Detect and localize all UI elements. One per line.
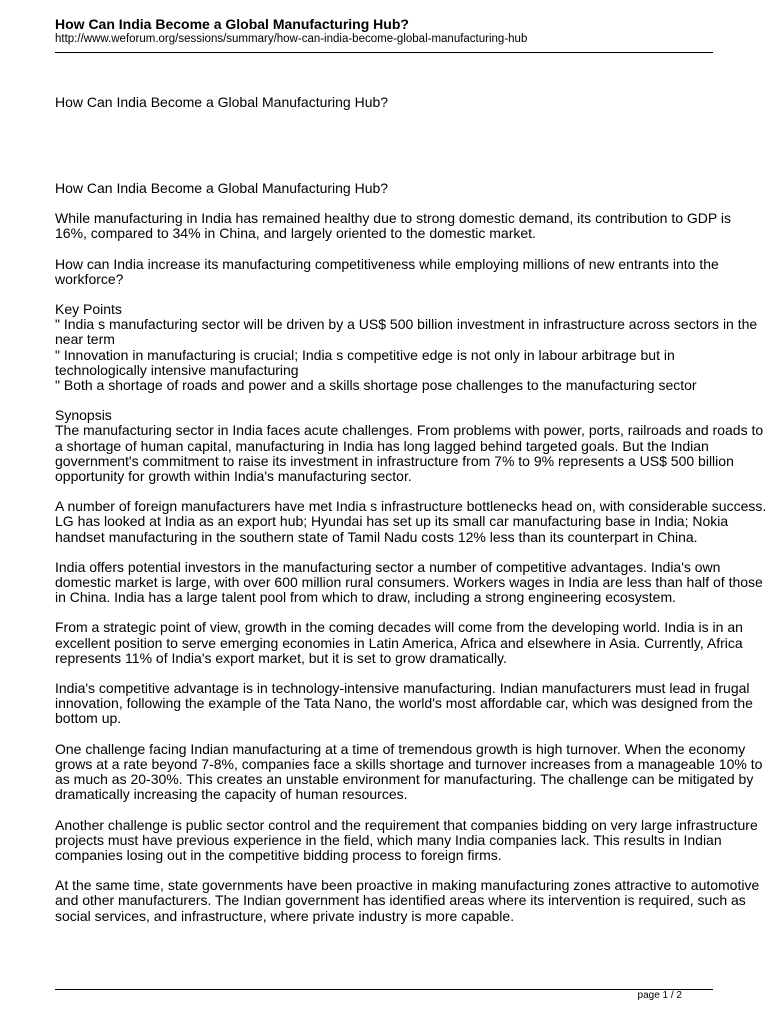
paragraph: One challenge facing Indian manufacturing at a time of tremendous growth is high turnover. When the economy grows at a rate beyond 7-8%, companies face a skills shortage and turnover increases from a manageable 10% to as much as 20-30%. This creates an unstable environment for manufacturing. The challenge can be mitigated by dramatically increasing the capacity of human resources. <box>55 740 763 803</box>
paragraph: India's competitive advantage is in technology-intensive manufacturing. Indian manufacturers must lead in frugal innovation, following the example of the Tata Nano, the world's most affordable car, which was designed from the bottom up. <box>55 680 753 727</box>
intro-paragraph: While manufacturing in India has remained healthy due to strong domestic demand, its contribution to GDP is 16%, compared to 34% in China, and largely oriented to the domestic market. <box>55 210 731 242</box>
article-heading: How Can India Become a Global Manufacturing Hub? <box>55 180 389 196</box>
document-title: How Can India Become a Global Manufacturing Hub? <box>55 94 389 110</box>
key-points-section <box>55 302 768 393</box>
page-number: page 1 / 2 <box>637 990 682 1001</box>
synopsis-section: Synopsis The manufacturing sector in India faces acute challenges. From problems with power, ports, railroads and roads to a shortage of human capital, manufacturing in India has long lagged behind targeted goals. But the Indian government's commitment to raise its investment in infrastructure from 7% to 9% represents a US$ 500 billion opportunity for growth within India's manufacturing sector. <box>55 408 768 484</box>
article-body <box>55 181 768 939</box>
paragraph: A number of foreign manufacturers have met India s infrastructure bottlenecks head on, with considerable success. LG has looked at India as an export hub; Hyundai has set up its small car manufacturing base in India; Nokia handset manufacturing in the southern state of Tamil Nadu costs 12% less than its counterpart in China. <box>55 498 767 545</box>
header-title: How Can India Become a Global Manufacturing Hub? <box>55 16 409 32</box>
key-point-line: near term <box>55 331 115 348</box>
key-point-line: technologically intensive manufacturing <box>55 361 299 378</box>
synopsis-heading: Synopsis <box>55 407 112 424</box>
key-point-line: " Innovation in manufacturing is crucial; India s competitive edge is not only in labour arbitrage but in <box>55 346 675 363</box>
header-divider <box>55 52 713 53</box>
key-point-line: " Both a shortage of roads and power and a skills shortage pose challenges to the manufacturing sector <box>55 377 697 394</box>
paragraph: Another challenge is public sector control and the requirement that companies bidding on very large infrastructure projects must have previous experience in the field, which many India companies lack. This results in Indian companies losing out in the competitive bidding process to foreign firms. <box>55 816 758 863</box>
footer-divider <box>55 989 713 990</box>
paragraph: India offers potential investors in the manufacturing sector a number of competitive advantages. India's own domestic market is large, with over 600 million rural consumers. Workers wages in India are less than half of those in China. India has a large talent pool from which to draw, including a strong engineering ecosystem. <box>55 558 763 606</box>
question-paragraph: How can India increase its manufacturing competitiveness while employing millions of new entrants into the workforce? <box>55 255 719 287</box>
key-point-line: " India s manufacturing sector will be driven by a US$ 500 billion investment in infrastructure across sectors in the <box>55 316 758 333</box>
header-url: http://www.weforum.org/sessions/summary/how-can-india-become-global-manufacturing-hub <box>55 33 528 45</box>
paragraph: From a strategic point of view, growth in the coming decades will come from the developing world. India is in an excellent position to serve emerging economies in Latin America, Africa and elsewhere in Asia. Currently, Africa represents 11% of India's export market, but it is set to grow dramatically. <box>55 619 743 666</box>
paragraph: At the same time, state governments have been proactive in making manufacturing zones attractive to automotive and other manufacturers. The Indian government has identified areas where its intervention is required, such as social services, and infrastructure, where private industry is more capable. <box>55 877 760 924</box>
key-points-heading: Key Points <box>55 301 122 318</box>
